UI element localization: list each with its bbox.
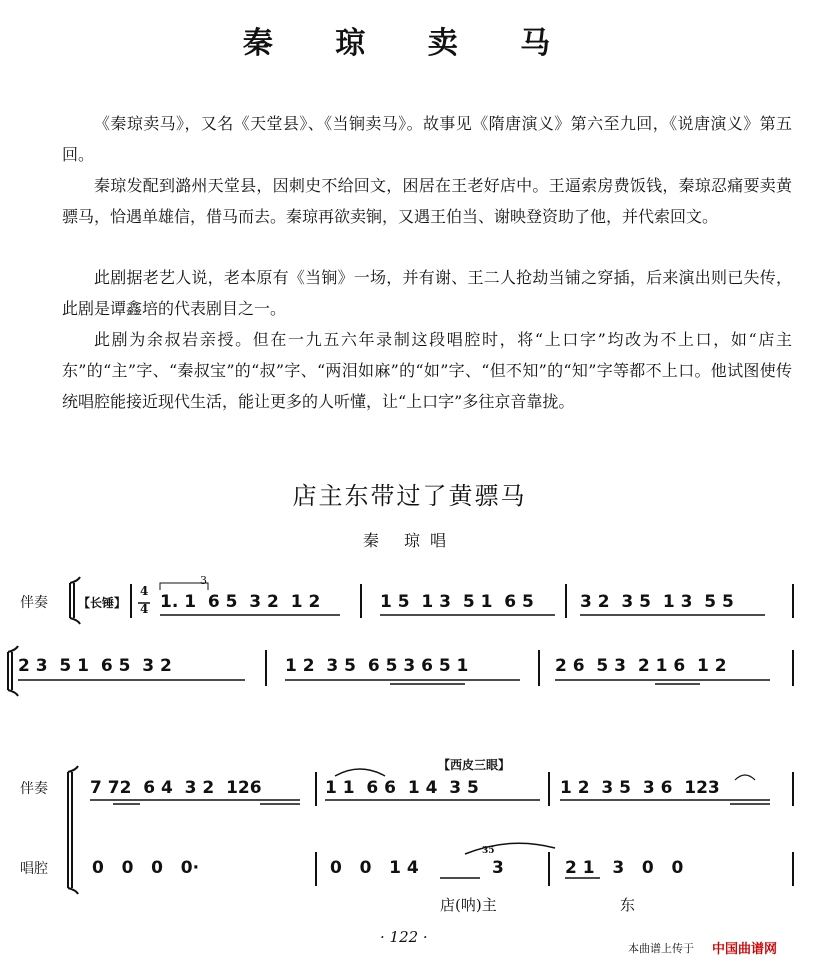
barline [360, 584, 362, 618]
row3-accompaniment-label: 伴奏 [20, 781, 48, 797]
bracket-row3 [68, 766, 78, 894]
intro-paragraph-4: 此剧为余叔岩亲授。但在一九五六年录制这段唱腔时，将“上口字”均改为不上口，如“店主东”的“主”字、“秦叔宝”的“叔”字、“两泪如麻”的“如”字、“但不知”的“知”字等都不上口。他试图使传统唱腔能接近现代生活，能让更多的人听懂，让“上口字”多往京音靠拢。 [62, 330, 792, 411]
row3-accomp-measure-2: 1 1 6 6 1 4 3 5 [325, 778, 479, 798]
lyric-1: 店(呐)主 [440, 896, 497, 914]
tempo-tag-xipi-sanyan: 【西皮三眼】 [438, 758, 511, 772]
row3-vocal-measure-3: 2 1 3 0 0 [565, 858, 684, 878]
singer-credit: 秦 琼唱 [362, 531, 457, 550]
bracket-row2 [8, 646, 18, 696]
page-number: · 122 · [380, 928, 428, 946]
row3-vocal-grace-target: 3 [492, 858, 504, 878]
barline [315, 772, 317, 806]
footer-text: 本曲谱上传于 [628, 942, 694, 955]
barline [792, 772, 794, 806]
grace-note: 35 [482, 846, 495, 856]
barline [565, 584, 567, 618]
intro-paragraph-2: 秦琼发配到潞州天堂县，因刺史不给回文，困居在王老好店中。王逼索房费饭钱，秦琼忍痛要卖黄骠马，恰遇单雄信，借马而去。秦琼再欲卖锏，又遇王伯当、谢映登资助了他，并代索回文。 [62, 176, 792, 226]
triplet-mark: 3 [200, 574, 207, 587]
barline [792, 650, 794, 686]
row2-measure-2: 1 2 3 5 6 5 3 6 5 1 [285, 656, 469, 676]
site-logo: 中国曲谱网 [712, 942, 778, 957]
barline [130, 584, 132, 618]
time-signature-top: 4 [140, 584, 149, 598]
tempo-tag-changchui: 【长锤】 [78, 596, 127, 610]
barline [548, 772, 550, 806]
time-signature-bottom: 4 [140, 602, 149, 616]
intro-paragraph-1: 《秦琼卖马》，又名《天堂县》、《当锏卖马》。故事见《隋唐演义》第六至九回，《说唐演义》第五回。 [62, 114, 792, 164]
barline [265, 650, 267, 686]
barline [792, 584, 794, 618]
barline [792, 852, 794, 886]
barline [315, 852, 317, 886]
intro-paragraph-3: 此剧据老艺人说，老本原有《当锏》一场，并有谢、王二人抢劫当铺之穿插，后来演出则已失传，此剧是谭鑫培的代表剧目之一。 [62, 268, 792, 318]
row3-vocal-measure-2: 0 0 1 4 [330, 858, 419, 878]
row1-measure-1: 1. 1 6 5 3 2 1 2 [160, 592, 321, 612]
row2-measure-3: 2 6 5 3 2 1 6 1 2 [555, 656, 727, 676]
song-title: 店主东带过了黄骠马 [292, 482, 527, 510]
row3-accomp-measure-3: 1 2 3 5 3 6 123 [560, 778, 720, 798]
row3-accomp-measure-1: 7 72 6 4 3 2 126 [90, 778, 262, 798]
row1-measure-2: 1 5 1 3 5 1 6 5 [380, 592, 534, 612]
barline [548, 852, 550, 886]
page-title: 秦 琼 卖 马 [242, 26, 577, 61]
row1-measure-3: 3 2 3 5 1 3 5 5 [580, 592, 734, 612]
lyric-2: 东 [620, 896, 636, 914]
row1-accompaniment-label: 伴奏 [20, 595, 48, 611]
row3-vocal-measure-1: 0 0 0 0· [92, 858, 200, 878]
row2-measure-1: 2 3 5 1 6 5 3 2 [18, 656, 172, 676]
row3-vocal-label: 唱腔 [20, 861, 48, 877]
barline [538, 650, 540, 686]
